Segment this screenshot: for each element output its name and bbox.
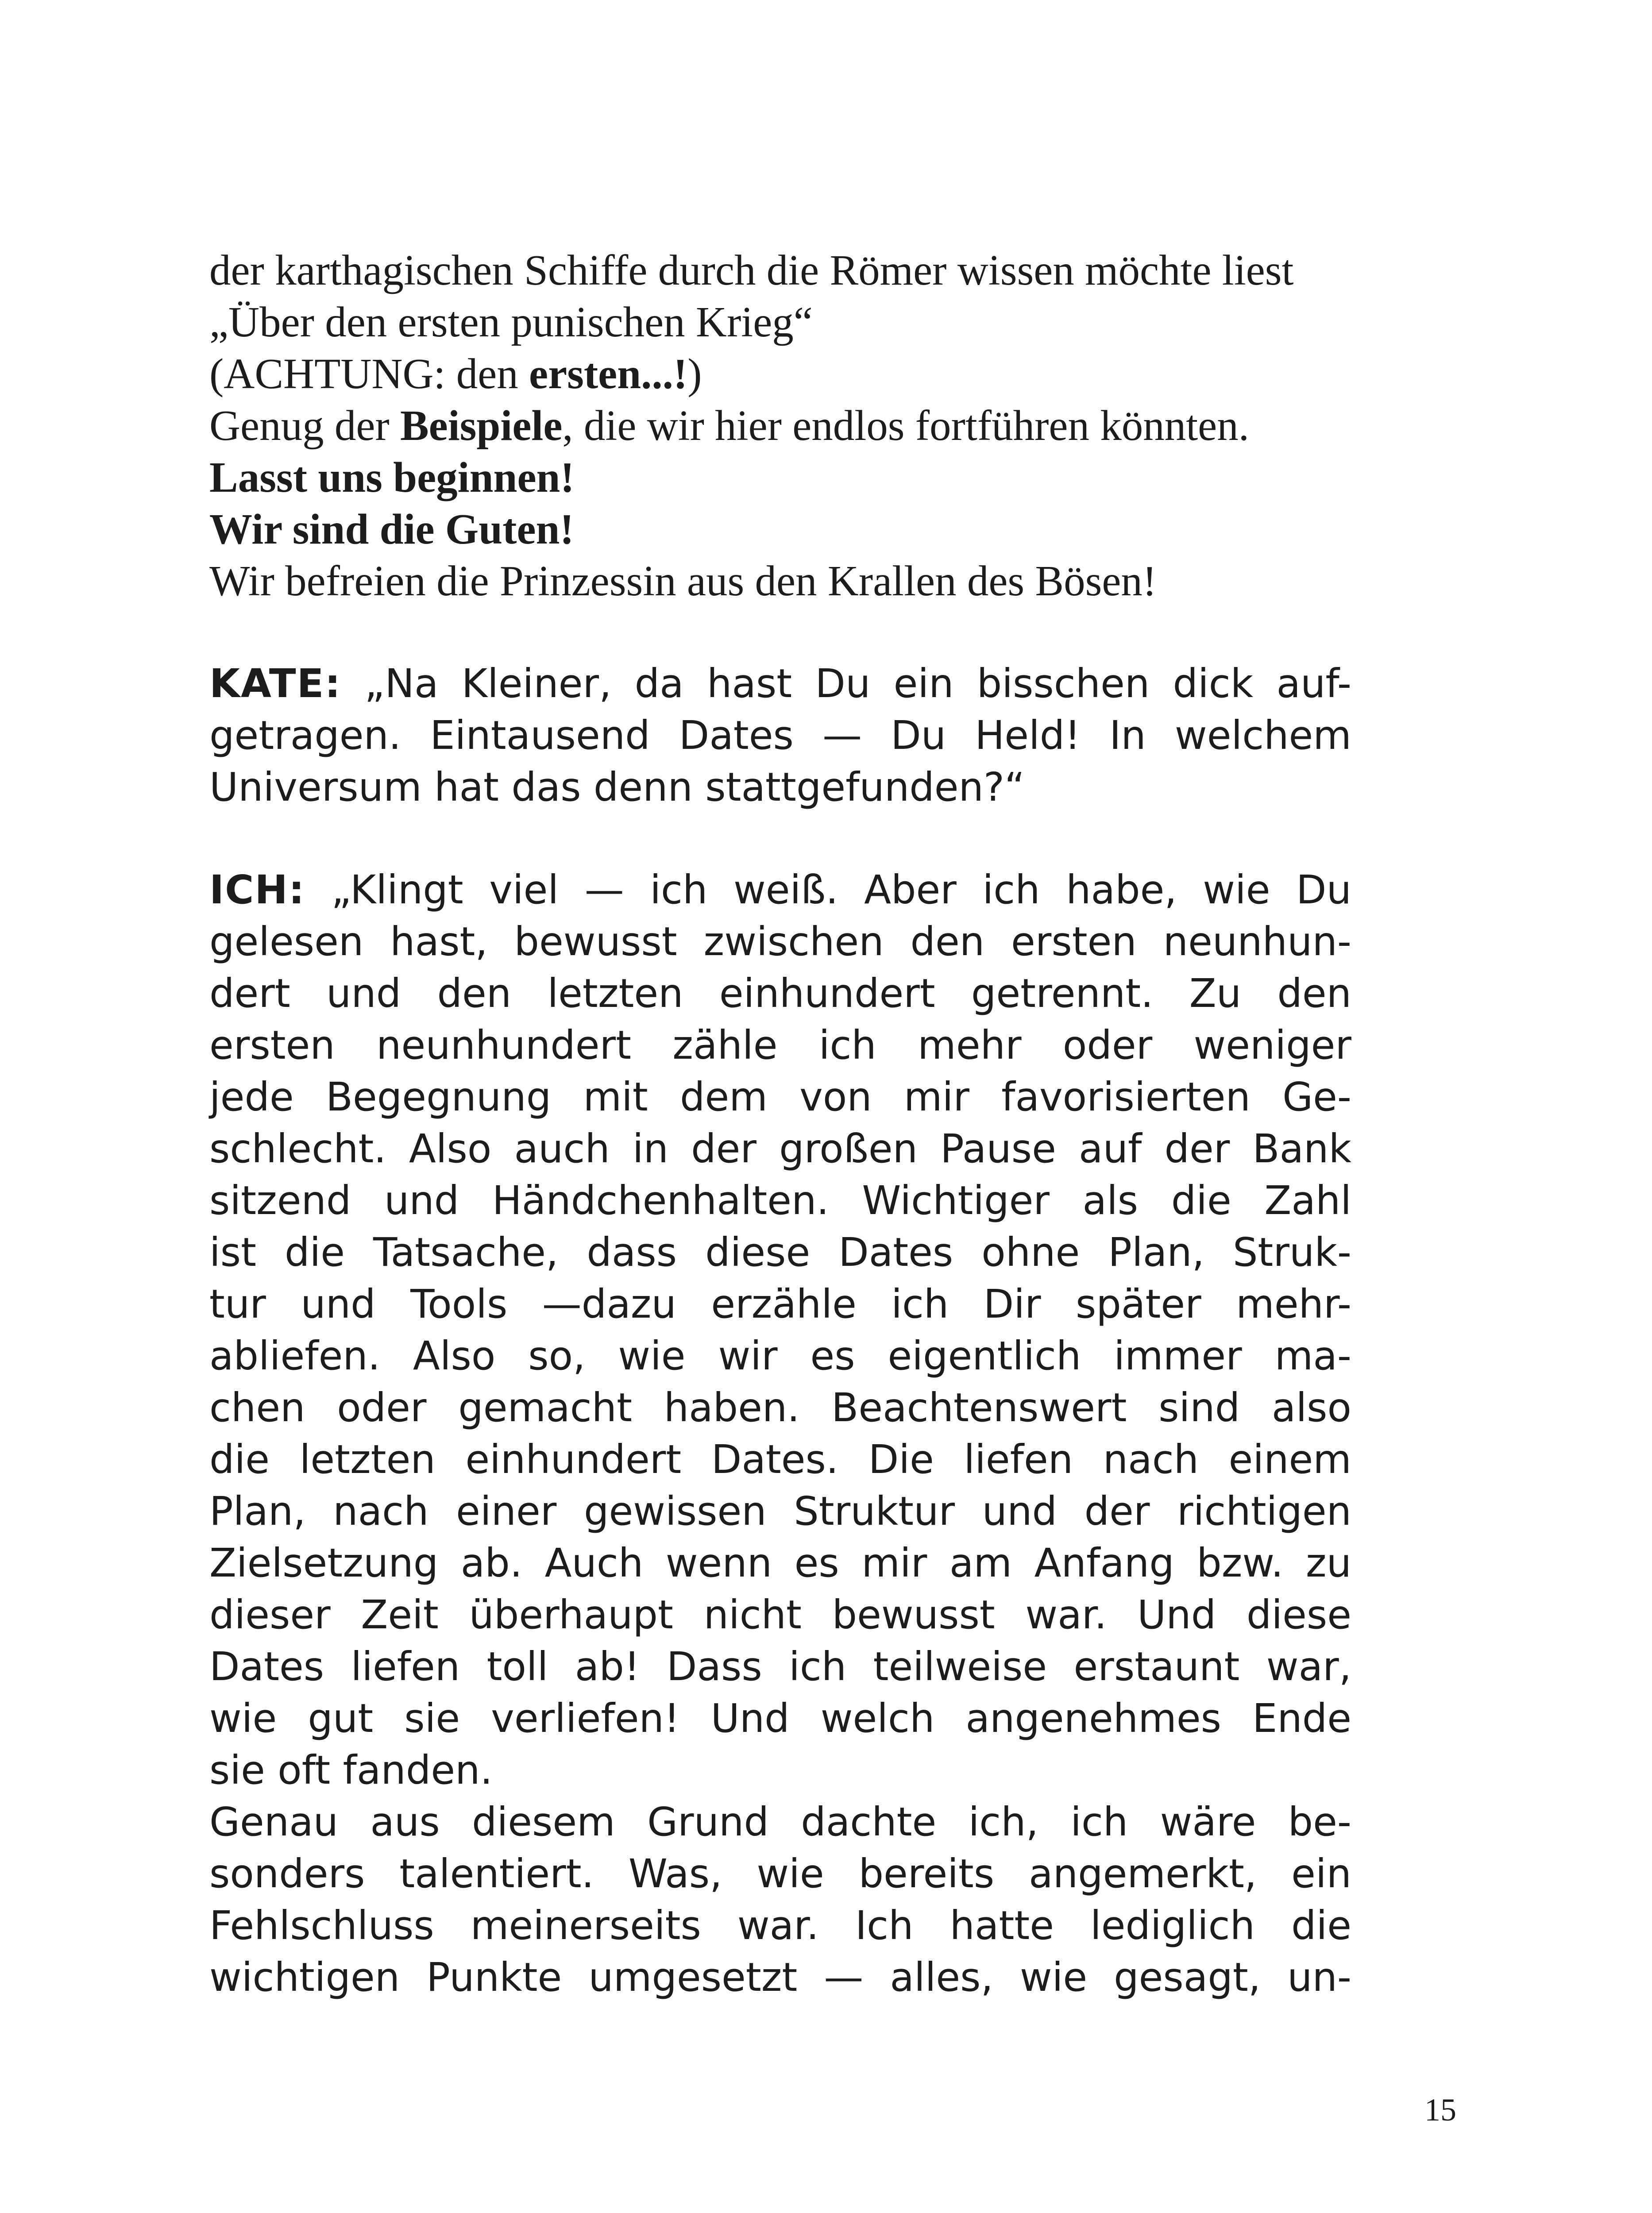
dialogue-line: ersten neunhundert zähle ich mehr oder weniger [209,1022,1351,1068]
dialogue-line: sitzend und Händchenhalten. Wichtiger als die Zahl [209,1177,1351,1223]
dialogue-line: sonders talentiert. Was, wie bereits angemerkt, ein [209,1851,1351,1897]
speaker-label: ICH: [209,867,305,913]
text-line: der karthagischen Schiffe durch die Römer wissen möchte liest [209,247,1294,294]
page-number: 15 [1424,2092,1456,2128]
dialogue-line: abliefen. Also so, wie wir es eigentlich immer ma- [209,1333,1351,1379]
text-span: , die wir hier endlos fortführen könnten. [562,402,1249,449]
dialogue-line: Genau aus diesem Grund dachte ich, ich wäre be- [209,1799,1351,1845]
dialogue-line: dieser Zeit überhaupt nicht bewusst war. Und diese [209,1592,1351,1638]
text-span: ) [687,350,702,397]
dialogue-line [209,658,1351,709]
dialogue-line: Zielsetzung ab. Auch wenn es mir am Anfang bzw. zu [209,1540,1351,1586]
speaker-label: KATE: [209,660,342,706]
dialogue-line: die letzten einhundert Dates. Die liefen nach einem [209,1436,1351,1482]
text-span: (ACHTUNG: den [209,350,529,397]
text-line [209,503,1351,555]
dialogue-line [209,864,1351,916]
text-line [209,348,1351,400]
text-line [209,400,1351,451]
intro-text-block [209,244,1351,607]
dialogue-line: Plan, nach einer gewissen Struktur und der richtigen [209,1488,1351,1534]
dialogue-line: Dates liefen toll ab! Dass ich teilweise erstaunt war, [209,1643,1351,1689]
dialogue-line: gelesen hast, bewusst zwischen den ersten neunhun- [209,918,1351,964]
text-line [209,451,1351,503]
bold-line: Lasst uns beginnen! [209,454,575,501]
text-span: Genug der [209,402,400,449]
bold-line: Wir sind die Guten! [209,505,574,553]
text-line: „Über den ersten punischen Krieg“ [209,298,813,346]
dialogue-line: Fehlschluss meinerseits war. Ich hatte lediglich die [209,1902,1351,1948]
kate-dialogue [209,658,1351,813]
dialogue-line: wichtigen Punkte umgesetzt — alles, wie gesagt, un- [209,1954,1351,2000]
dialogue-line: wie gut sie verliefen! Und welch angenehmes Ende [209,1695,1351,1741]
bold-emphasis: Beispiele [400,402,563,449]
ich-dialogue [209,864,1351,2003]
dialogue-text: „Klingt viel — ich weiß. Aber ich habe, wie Du [305,867,1351,913]
dialogue-line: Universum hat das denn stattgefunden?“ [209,764,1025,810]
dialogue-line: dert und den letzten einhundert getrennt. Zu den [209,970,1351,1016]
bold-emphasis: ersten...! [529,350,688,397]
dialogue-text: „Na Kleiner, da hast Du ein bisschen dick auf- [341,660,1351,706]
dialogue-line: jede Begegnung mit dem von mir favorisierten Ge- [209,1074,1351,1120]
dialogue-line: getragen. Eintausend Dates — Du Held! In welchem [209,712,1351,758]
dialogue-line: tur und Tools —dazu erzähle ich Dir später mehr- [209,1281,1351,1327]
dialogue-line: ist die Tatsache, dass diese Dates ohne Plan, Struk- [209,1229,1351,1275]
dialogue-line: sie oft fanden. [209,1747,493,1793]
dialogue-line: chen oder gemacht haben. Beachtenswert sind also [209,1384,1351,1430]
text-line: Wir befreien die Prinzessin aus den Krallen des Bösen! [209,557,1157,605]
dialogue-line: schlecht. Also auch in der großen Pause auf der Bank [209,1126,1351,1172]
